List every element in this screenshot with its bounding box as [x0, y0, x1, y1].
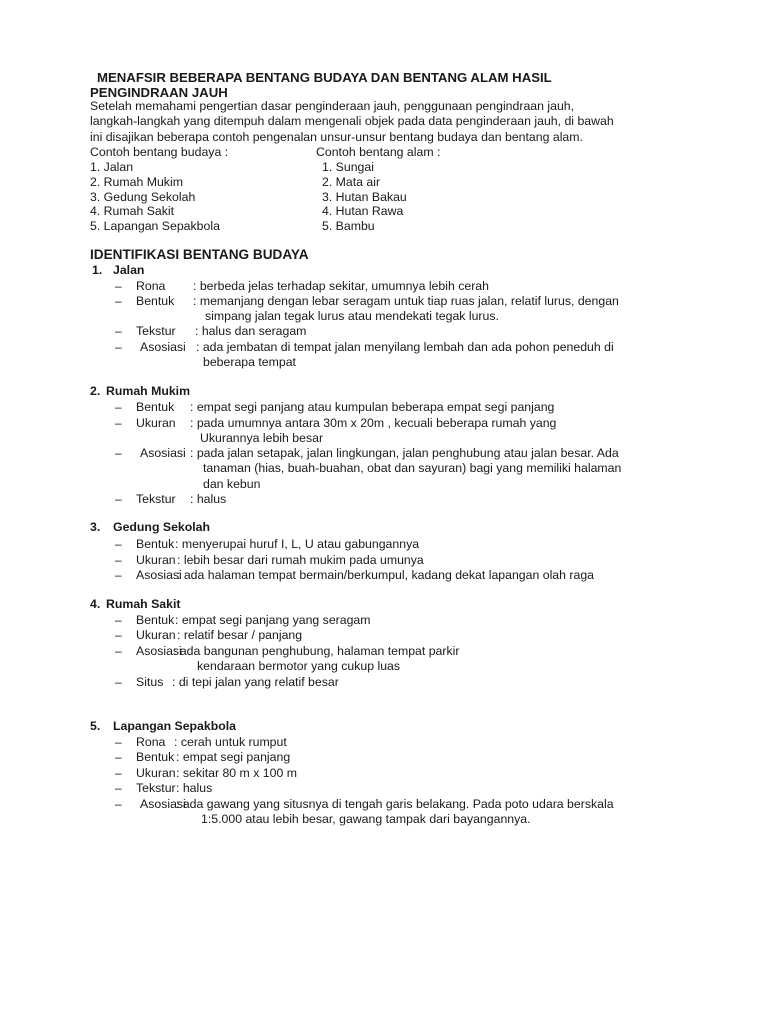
attribute-value: : pada jalan setapak, jalan lingkungan, jalan penghubung atau jalan besar. Ada	[190, 446, 619, 460]
item-number: 4.	[90, 597, 101, 611]
intro-line: ini disajikan beberapa contoh pengenalan unsur-unsur bentang budaya dan bentang alam.	[90, 130, 583, 144]
bullet-dash: –	[115, 675, 122, 689]
attribute-label: Ukuran	[136, 416, 176, 430]
attribute-value-continued: simpang jalan tegak lurus atau mendekati tegak lurus.	[205, 309, 499, 324]
attribute-label: Tekstur	[136, 492, 176, 506]
attribute-value: : cerah untuk rumput	[174, 735, 287, 749]
bullet-dash: –	[115, 628, 122, 642]
intro-line: Setelah memahami pengertian dasar penginderaan jauh, penggunaan pengindraan jauh,	[90, 99, 575, 113]
attribute-label: Bentuk	[136, 400, 175, 414]
budaya-list-item: 5. Lapangan Sepakbola	[90, 219, 220, 233]
attribute-label: Asosiasi	[140, 446, 186, 460]
bullet-dash: –	[115, 781, 122, 795]
attribute-label: Rona	[136, 279, 166, 293]
attribute-label: Tekstur	[136, 324, 176, 338]
attribute-label: Tekstur	[136, 781, 176, 795]
item-number: 5.	[90, 719, 101, 733]
item-number: 2.	[90, 384, 101, 398]
attribute-value: : di tepi jalan yang relatif besar	[172, 675, 339, 689]
section-title: IDENTIFIKASI BENTANG BUDAYA	[90, 247, 309, 262]
bullet-dash: –	[115, 613, 122, 627]
attribute-label: Ukuran	[136, 766, 176, 780]
attribute-label: Ukuran	[136, 553, 176, 567]
attribute-label: Asosiasi	[136, 644, 182, 658]
attribute-value-continued: tanaman (hias, buah-buahan, obat dan sayuran) bagi yang memiliki halaman	[203, 461, 622, 476]
attribute-label: Asosiasi	[140, 797, 186, 811]
attribute-label: Ukuran	[136, 628, 176, 642]
bullet-dash: –	[115, 553, 122, 567]
budaya-heading: Contoh bentang budaya :	[90, 145, 229, 159]
attribute-value: : halus	[190, 492, 227, 506]
attribute-label: Rona	[136, 735, 166, 749]
budaya-list-item: 1. Jalan	[90, 160, 134, 174]
doc-title-line1: MENAFSIR BEBERAPA BENTANG BUDAYA DAN BENTANG ALAM HASIL	[97, 70, 552, 85]
alam-list-item: 3. Hutan Bakau	[322, 190, 407, 204]
attribute-value: : lebih besar dari rumah mukim pada umunya	[177, 553, 424, 567]
bullet-dash: –	[115, 644, 122, 658]
attribute-value: : relatif besar / panjang	[177, 628, 303, 642]
attribute-value: : empat segi panjang atau kumpulan beberapa empat segi panjang	[190, 400, 555, 414]
item-heading: Rumah Mukim	[106, 384, 191, 398]
item-number: 3.	[90, 520, 101, 534]
bullet-dash: –	[115, 324, 122, 338]
attribute-value: : menyerupai huruf I, L, U atau gabungannya	[175, 537, 420, 551]
attribute-value: : ada bangunan penghubung, halaman tempat parkir	[173, 644, 460, 658]
attribute-label: Asosiasi	[136, 568, 182, 582]
budaya-list-item: 4. Rumah Sakit	[90, 204, 175, 218]
attribute-label: Bentuk	[136, 294, 175, 308]
item-heading: Lapangan Sepakbola	[113, 719, 236, 733]
attribute-value: : sekitar 80 m x 100 m	[176, 766, 297, 780]
item-heading: Jalan	[113, 263, 145, 277]
attribute-value: : empat segi panjang	[176, 750, 291, 764]
attribute-value: : ada jembatan di tempat jalan menyilang lembah dan ada pohon peneduh di	[196, 340, 614, 354]
attribute-value-continued: 1:5.000 atau lebih besar, gawang tampak dari bayangannya.	[201, 812, 531, 827]
bullet-dash: –	[115, 797, 122, 811]
attribute-value: : pada umumnya antara 30m x 20m , kecuali beberapa rumah yang	[190, 416, 557, 430]
bullet-dash: –	[115, 568, 122, 582]
alam-heading: Contoh bentang alam :	[316, 145, 441, 159]
bullet-dash: –	[115, 340, 122, 354]
budaya-list-item: 2. Rumah Mukim	[90, 175, 183, 189]
bullet-dash: –	[115, 492, 122, 506]
bullet-dash: –	[115, 537, 122, 551]
attribute-value: : memanjang dengan lebar seragam untuk tiap ruas jalan, relatif lurus, dengan	[193, 294, 619, 308]
attribute-value-continued: Ukurannya lebih besar	[200, 431, 324, 446]
attribute-value: : ada gawang yang situsnya di tengah garis belakang. Pada poto udara berskala	[176, 797, 614, 811]
alam-list-item: 4. Hutan Rawa	[322, 204, 404, 218]
attribute-value: : halus dan seragam	[195, 324, 307, 338]
bullet-dash: –	[115, 446, 122, 460]
bullet-dash: –	[115, 294, 122, 308]
attribute-label: Bentuk	[136, 613, 175, 627]
item-heading: Rumah Sakit	[106, 597, 181, 611]
budaya-list-item: 3. Gedung Sekolah	[90, 190, 196, 204]
bullet-dash: –	[115, 750, 122, 764]
alam-list-item: 2. Mata air	[322, 175, 381, 189]
attribute-label: Situs	[136, 675, 164, 689]
attribute-label: Bentuk	[136, 750, 175, 764]
attribute-value: : ada halaman tempat bermain/berkumpul, kadang dekat lapangan olah raga	[177, 568, 595, 582]
doc-title-line2: PENGINDRAAN JAUH	[90, 85, 228, 100]
item-heading: Gedung Sekolah	[113, 520, 211, 534]
attribute-value-continued: beberapa tempat	[203, 355, 296, 370]
alam-list-item: 1. Sungai	[322, 160, 374, 174]
attribute-value: : berbeda jelas terhadap sekitar, umumnya lebih cerah	[193, 279, 489, 293]
attribute-label: Bentuk	[136, 537, 175, 551]
attribute-value-continued: kendaraan bermotor yang cukup luas	[197, 659, 401, 674]
alam-list-item: 5. Bambu	[322, 219, 375, 233]
bullet-dash: –	[115, 279, 122, 293]
attribute-label: Asosiasi	[140, 340, 186, 354]
attribute-value-continued: dan kebun	[203, 476, 261, 491]
item-number: 1.	[92, 263, 103, 277]
bullet-dash: –	[115, 735, 122, 749]
bullet-dash: –	[115, 400, 122, 414]
attribute-value: : halus	[176, 781, 213, 795]
intro-line: langkah-langkah yang ditempuh dalam mengenali objek pada data penginderaan jauh, di bawah	[90, 114, 614, 128]
bullet-dash: –	[115, 766, 122, 780]
attribute-value: : empat segi panjang yang seragam	[175, 613, 371, 627]
bullet-dash: –	[115, 416, 122, 430]
